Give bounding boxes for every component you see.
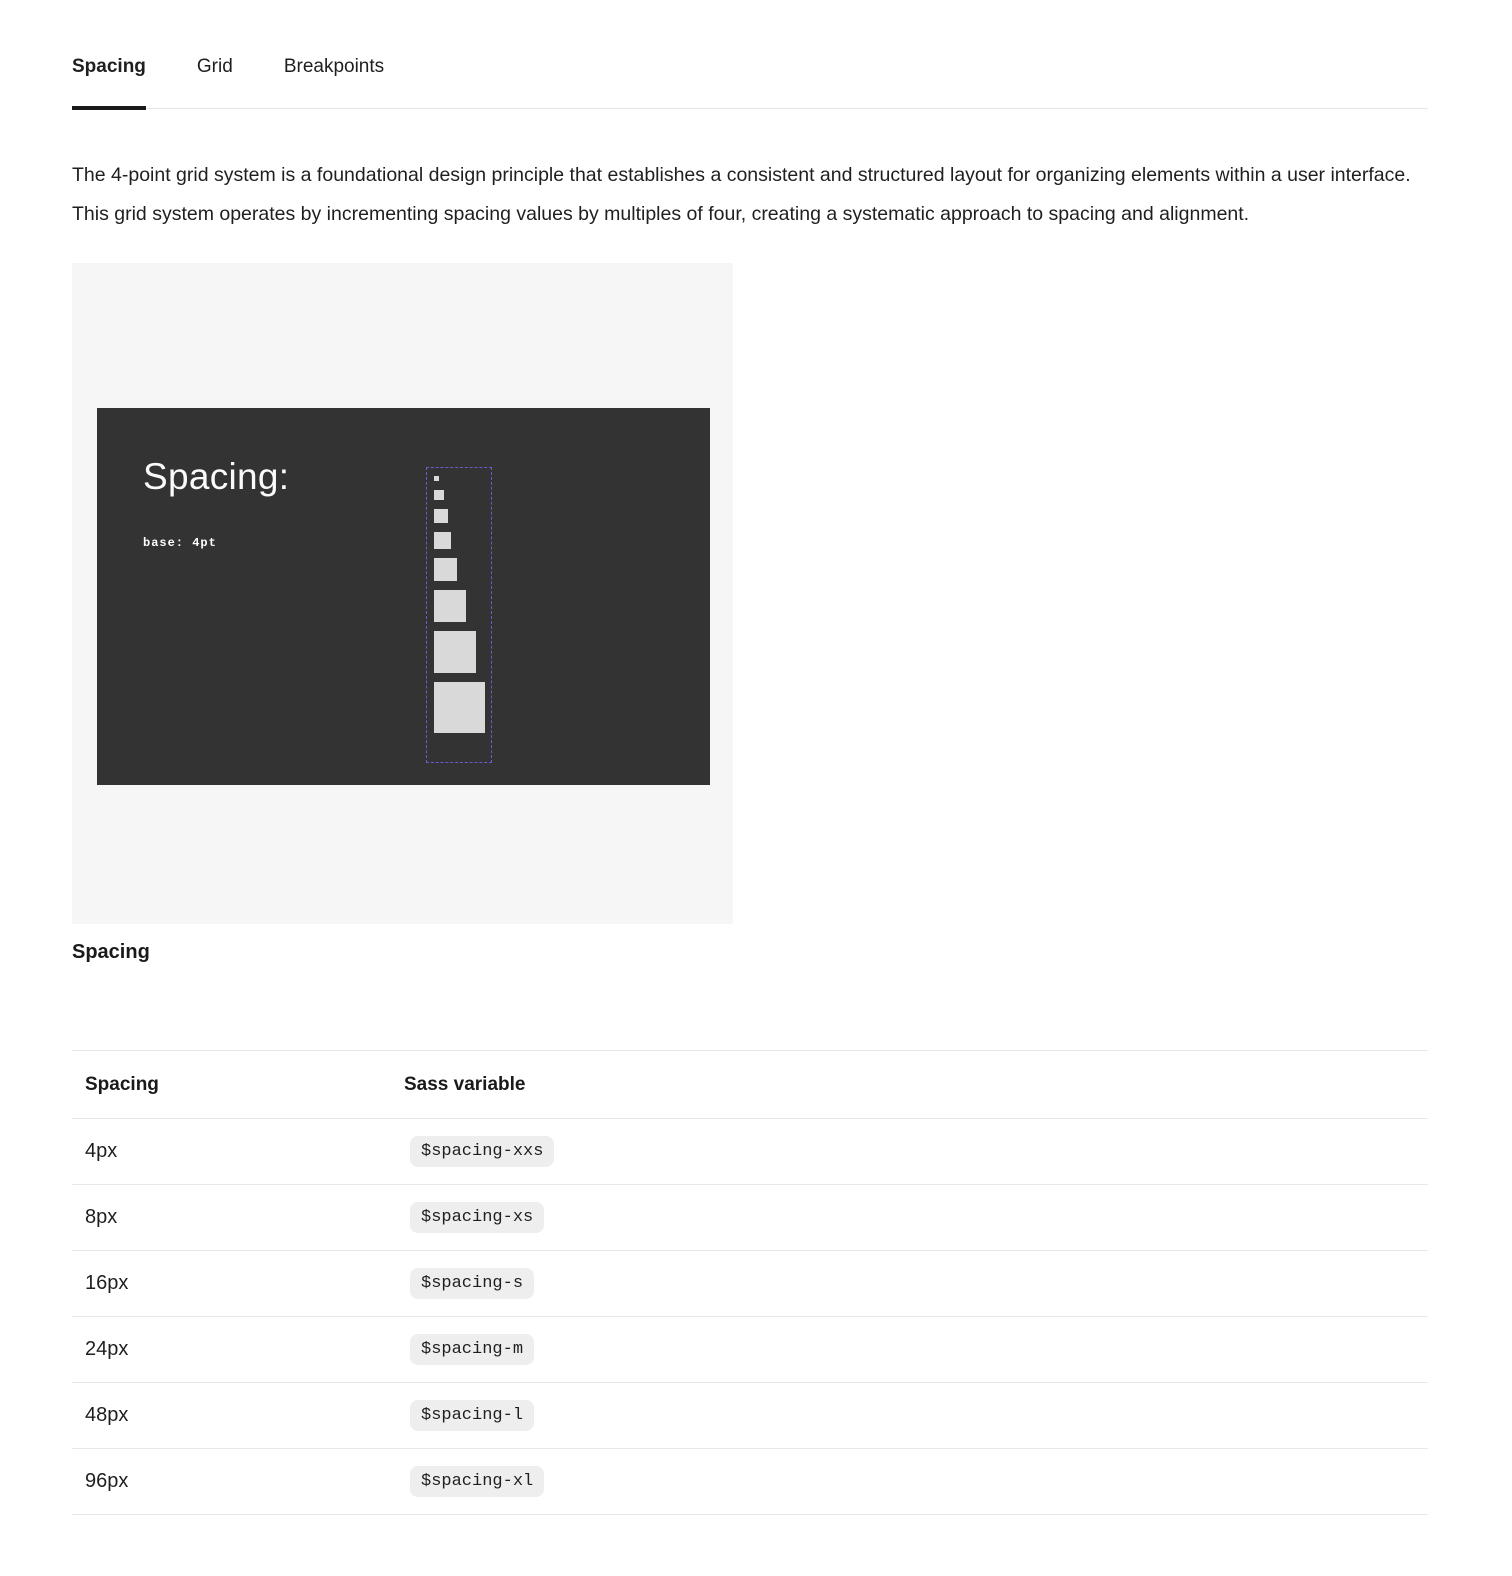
page-content	[72, 0, 1428, 1515]
spacing-table	[72, 1050, 1428, 1515]
table-row	[72, 1185, 1428, 1251]
spacing-square	[434, 490, 444, 500]
sass-variable-chip: $spacing-xxs	[410, 1136, 554, 1167]
spacing-card	[97, 408, 710, 785]
spacing-square	[434, 631, 476, 673]
sass-variable-chip: $spacing-m	[410, 1334, 534, 1365]
tab-grid[interactable]: Grid	[196, 56, 233, 77]
section-heading-spacing: Spacing	[72, 941, 150, 963]
tab-bar	[72, 0, 1428, 109]
spacing-square	[434, 558, 457, 581]
spacing-square	[434, 509, 448, 523]
table-header-row	[72, 1051, 1428, 1119]
table-row	[72, 1449, 1428, 1515]
spacing-squares	[434, 476, 485, 733]
spacing-square	[434, 682, 485, 733]
spacing-square	[434, 532, 451, 549]
spacing-value: 8px	[72, 1185, 391, 1251]
sass-variable-chip: $spacing-xl	[410, 1466, 544, 1497]
table-row	[72, 1251, 1428, 1317]
table-row	[72, 1317, 1428, 1383]
column-header-sass-variable: Sass variable	[391, 1051, 1428, 1119]
spacing-value: 16px	[72, 1251, 391, 1317]
card-title: Spacing:	[143, 456, 290, 497]
spacing-value: 24px	[72, 1317, 391, 1383]
spacing-square	[434, 476, 439, 481]
sass-variable-chip: $spacing-s	[410, 1268, 534, 1299]
card-base-label: base: 4pt	[143, 536, 217, 550]
intro-paragraph: The 4-point grid system is a foundational design principle that establishes a consistent and structured layout for organizing elements within a user interface. This grid system operates by incrementing spacing values by multiples of four, creating a systematic approach to spacing and alignment.	[72, 164, 1411, 225]
table-row	[72, 1119, 1428, 1185]
sass-variable-chip: $spacing-l	[410, 1400, 534, 1431]
spacing-value: 4px	[72, 1119, 391, 1185]
sass-variable-chip: $spacing-xs	[410, 1202, 544, 1233]
tab-spacing[interactable]: Spacing	[72, 56, 146, 108]
spacing-value: 48px	[72, 1383, 391, 1449]
table-row	[72, 1383, 1428, 1449]
selection-dashed-frame	[426, 467, 492, 763]
spacing-value: 96px	[72, 1449, 391, 1515]
tab-breakpoints[interactable]: Breakpoints	[283, 56, 385, 77]
column-header-spacing: Spacing	[72, 1051, 391, 1119]
figure-spacing-preview	[72, 263, 733, 924]
spacing-square	[434, 590, 466, 622]
